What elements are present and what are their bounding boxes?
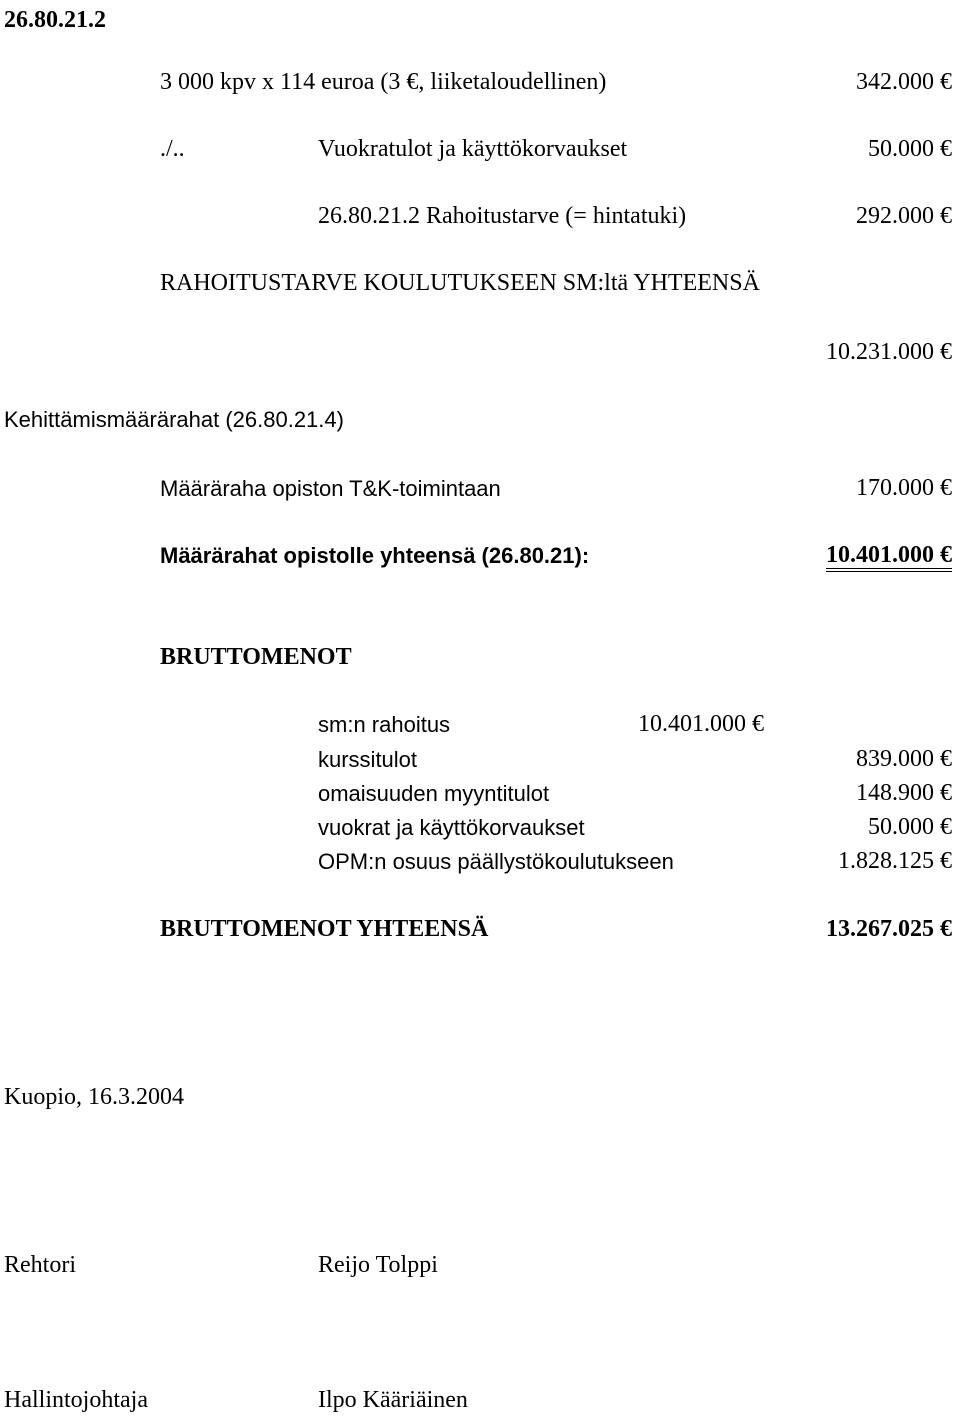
gross-row-amount: 1.828.125 €	[838, 848, 952, 874]
total-sm-label: RAHOITUSTARVE KOULUTUKSEEN SM:ltä YHTEENSÄ	[160, 270, 760, 296]
gross-row-amount: 839.000 €	[856, 746, 952, 772]
gross-total-amount: 13.267.025 €	[826, 916, 952, 942]
appropriations-total-amount: 10.401.000 €	[826, 543, 952, 572]
signatory-name: Reijo Tolppi	[318, 1252, 438, 1278]
development-heading: Kehittämismäärärahat (26.80.21.4)	[4, 407, 344, 432]
gross-row-label: sm:n rahoitus	[318, 712, 451, 737]
funding-need-label: 26.80.21.2 Rahoitustarve (= hintatuki)	[318, 203, 687, 229]
gross-row-label: kurssitulot	[318, 747, 418, 772]
calc-line-label: 3 000 kpv x 114 euroa (3 €, liiketaloudellinen)	[160, 69, 607, 95]
appropriations-total-label: Määrärahat opistolle yhteensä (26.80.21):	[160, 543, 590, 568]
gross-row-label: vuokrat ja käyttökorvaukset	[318, 815, 585, 840]
calc-line-amount: 342.000 €	[856, 69, 952, 95]
place-date: Kuopio, 16.3.2004	[4, 1084, 184, 1110]
gross-row-label: omaisuuden myyntitulot	[318, 781, 550, 806]
total-sm-amount: 10.231.000 €	[826, 339, 952, 365]
gross-total-label: BRUTTOMENOT YHTEENSÄ	[160, 916, 489, 942]
section-heading: 26.80.21.2	[4, 7, 106, 33]
rd-item-amount: 170.000 €	[856, 475, 952, 501]
signatory-name: Ilpo Kääriäinen	[318, 1387, 468, 1413]
signatory-role: Rehtori	[4, 1252, 76, 1278]
funding-need-amount: 292.000 €	[856, 203, 952, 229]
rd-item-label: Määräraha opiston T&K-toimintaan	[160, 476, 501, 501]
gross-row-amount: 148.900 €	[856, 780, 952, 806]
gross-row-amount: 50.000 €	[868, 814, 952, 840]
rental-income-label: Vuokratulot ja käyttökorvaukset	[318, 136, 628, 162]
gross-row-amount: 10.401.000 €	[638, 711, 764, 737]
gross-heading: BRUTTOMENOT	[160, 644, 352, 670]
deduction-marker: ./..	[160, 136, 185, 162]
gross-row-label: OPM:n osuus päällystökoulutukseen	[318, 849, 674, 874]
signatory-role: Hallintojohtaja	[4, 1387, 148, 1413]
rental-income-amount: 50.000 €	[868, 136, 952, 162]
